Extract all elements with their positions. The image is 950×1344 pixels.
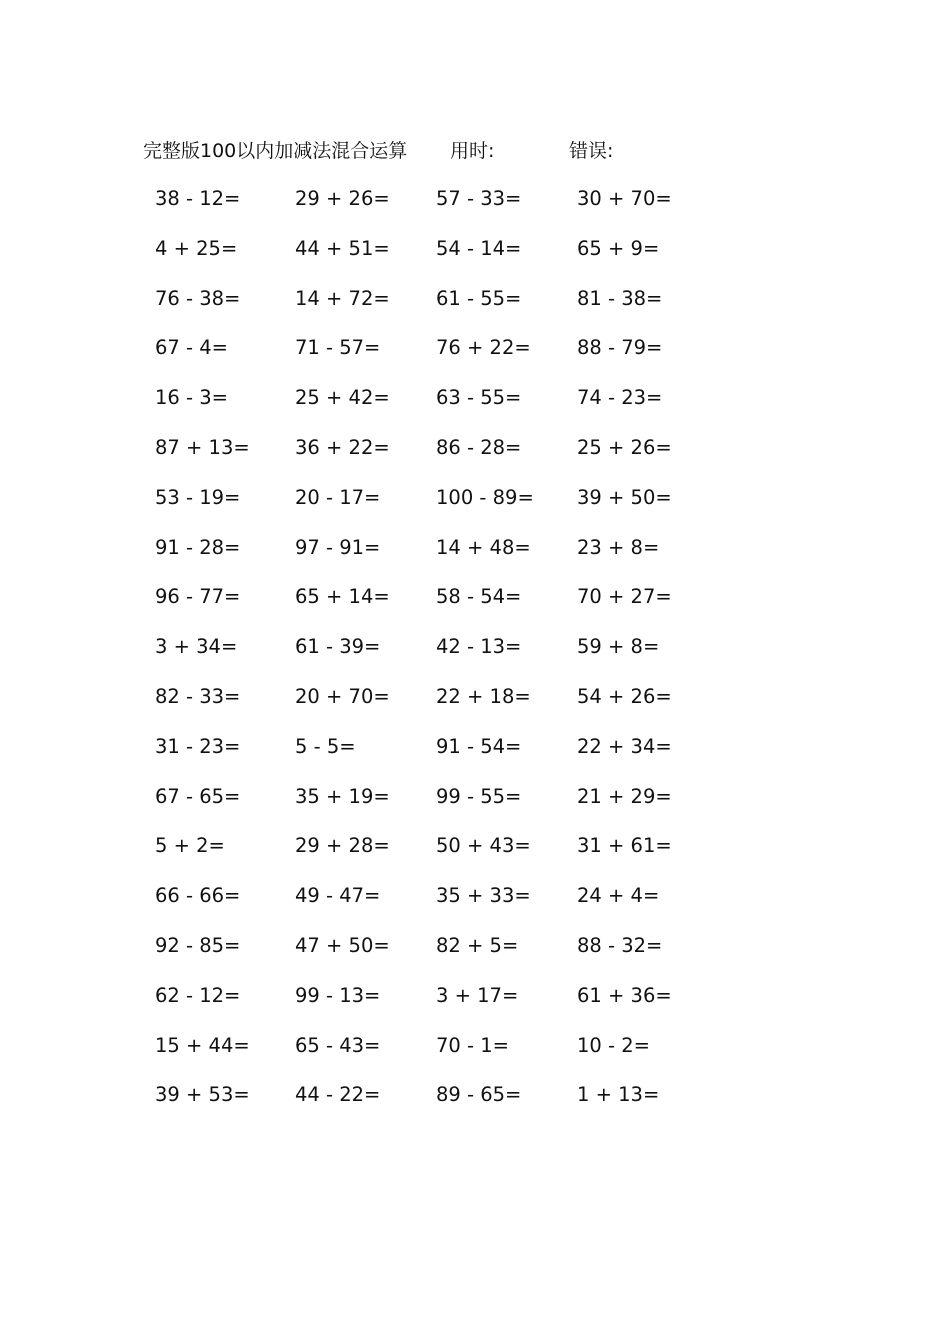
math-problem: 61 - 39= xyxy=(295,635,381,659)
math-problem: 70 - 1= xyxy=(436,1033,509,1057)
math-problem: 58 - 54= xyxy=(436,585,522,609)
math-problem: 100 - 89= xyxy=(436,485,534,509)
math-problem: 42 - 13= xyxy=(436,635,522,659)
problem-row xyxy=(0,782,950,832)
math-problem: 25 + 42= xyxy=(295,386,390,410)
math-problem: 66 - 66= xyxy=(155,884,241,908)
math-problem: 35 + 33= xyxy=(436,884,531,908)
math-problem: 24 + 4= xyxy=(577,884,660,908)
math-problem: 81 - 38= xyxy=(577,286,663,310)
time-used-label: 用时: xyxy=(450,140,495,162)
math-problem: 99 - 55= xyxy=(436,784,522,808)
math-problem: 39 + 53= xyxy=(155,1083,250,1107)
math-problem: 88 - 32= xyxy=(577,933,663,957)
math-problem: 99 - 13= xyxy=(295,983,381,1007)
math-problem: 50 + 43= xyxy=(436,834,531,858)
math-problem: 16 - 3= xyxy=(155,386,228,410)
math-problem: 91 - 54= xyxy=(436,734,522,758)
math-problem: 54 + 26= xyxy=(577,684,672,708)
math-problem: 74 - 23= xyxy=(577,386,663,410)
problem-row xyxy=(0,632,950,682)
math-problem: 23 + 8= xyxy=(577,535,660,559)
math-problem: 49 - 47= xyxy=(295,884,381,908)
math-problem: 91 - 28= xyxy=(155,535,241,559)
problem-row xyxy=(0,732,950,782)
math-problem: 38 - 12= xyxy=(155,187,241,210)
math-problem: 59 + 8= xyxy=(577,635,660,659)
math-problem: 29 + 26= xyxy=(295,187,390,210)
math-problem: 21 + 29= xyxy=(577,784,672,808)
problem-row xyxy=(0,483,950,533)
math-problem: 97 - 91= xyxy=(295,535,381,559)
math-problem: 3 + 34= xyxy=(155,635,238,659)
math-problem: 44 - 22= xyxy=(295,1083,381,1107)
math-problem: 82 + 5= xyxy=(436,933,519,957)
math-problem: 76 + 22= xyxy=(436,336,531,360)
math-problem: 70 + 27= xyxy=(577,585,672,609)
problem-row xyxy=(0,831,950,881)
math-problem: 47 + 50= xyxy=(295,933,390,957)
math-problem: 31 - 23= xyxy=(155,734,241,758)
math-problem: 35 + 19= xyxy=(295,784,390,808)
math-problem: 63 - 55= xyxy=(436,386,522,410)
math-problem: 30 + 70= xyxy=(577,187,672,210)
math-problem: 57 - 33= xyxy=(436,187,522,210)
worksheet-title: 完整版100以内加减法混合运算 xyxy=(143,140,408,162)
problem-row xyxy=(0,981,950,1031)
math-problem: 92 - 85= xyxy=(155,933,241,957)
math-problem: 10 - 2= xyxy=(577,1033,650,1057)
problem-row xyxy=(0,881,950,931)
math-problem: 22 + 18= xyxy=(436,684,531,708)
math-problem: 15 + 44= xyxy=(155,1033,250,1057)
problem-row xyxy=(0,1080,950,1130)
math-problem: 65 + 9= xyxy=(577,236,660,260)
math-problem: 61 - 55= xyxy=(436,286,522,310)
problem-row xyxy=(0,184,950,234)
math-problem: 3 + 17= xyxy=(436,983,519,1007)
problem-row xyxy=(0,682,950,732)
math-problem: 88 - 79= xyxy=(577,336,663,360)
problem-row xyxy=(0,1031,950,1081)
math-problem: 54 - 14= xyxy=(436,236,522,260)
problem-row xyxy=(0,582,950,632)
math-problem: 76 - 38= xyxy=(155,286,241,310)
math-problem: 44 + 51= xyxy=(295,236,390,260)
math-problem: 96 - 77= xyxy=(155,585,241,609)
problem-row xyxy=(0,333,950,383)
errors-label: 错误: xyxy=(569,140,614,162)
math-problem: 89 - 65= xyxy=(436,1083,522,1107)
math-problem: 87 + 13= xyxy=(155,435,250,459)
math-problem: 62 - 12= xyxy=(155,983,241,1007)
math-problem: 65 + 14= xyxy=(295,585,390,609)
math-problem: 20 - 17= xyxy=(295,485,381,509)
math-problem: 67 - 65= xyxy=(155,784,241,808)
math-problem: 14 + 72= xyxy=(295,286,390,310)
problem-row xyxy=(0,284,950,334)
math-problem: 53 - 19= xyxy=(155,485,241,509)
math-problem: 25 + 26= xyxy=(577,435,672,459)
math-problem: 20 + 70= xyxy=(295,684,390,708)
math-problem: 29 + 28= xyxy=(295,834,390,858)
math-problem: 61 + 36= xyxy=(577,983,672,1007)
math-problem: 82 - 33= xyxy=(155,684,241,708)
problem-row xyxy=(0,931,950,981)
math-problem: 1 + 13= xyxy=(577,1083,660,1107)
math-problem: 67 - 4= xyxy=(155,336,228,360)
math-problem: 31 + 61= xyxy=(577,834,672,858)
problem-row xyxy=(0,383,950,433)
math-problem: 4 + 25= xyxy=(155,236,238,260)
math-problem: 65 - 43= xyxy=(295,1033,381,1057)
math-problem: 36 + 22= xyxy=(295,435,390,459)
math-problem: 5 + 2= xyxy=(155,834,225,858)
problem-grid xyxy=(0,184,950,1130)
math-problem: 86 - 28= xyxy=(436,435,522,459)
problem-row xyxy=(0,234,950,284)
math-problem: 39 + 50= xyxy=(577,485,672,509)
math-problem: 71 - 57= xyxy=(295,336,381,360)
problem-row xyxy=(0,533,950,583)
math-problem: 14 + 48= xyxy=(436,535,531,559)
math-problem: 5 - 5= xyxy=(295,734,356,758)
math-problem: 22 + 34= xyxy=(577,734,672,758)
problem-row xyxy=(0,433,950,483)
